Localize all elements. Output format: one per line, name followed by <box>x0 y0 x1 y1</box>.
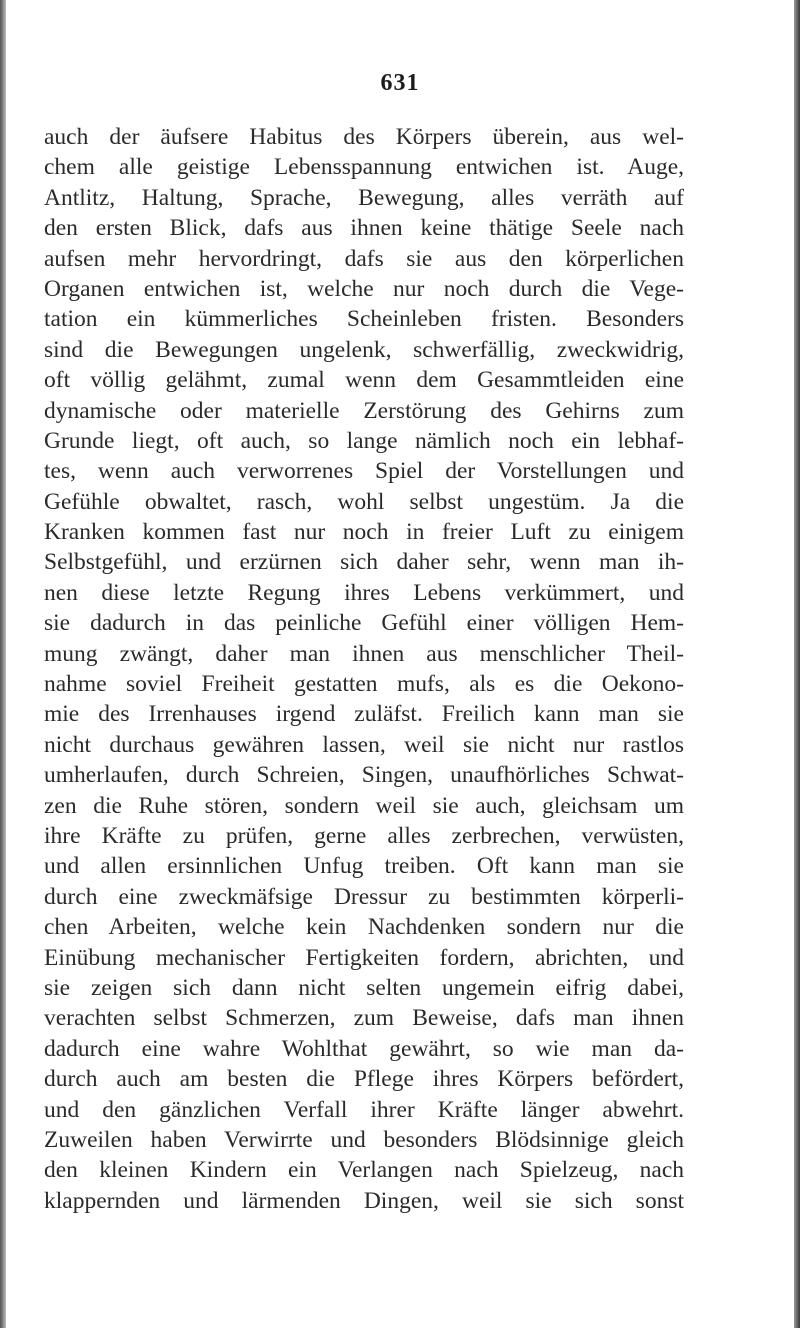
text-line <box>44 760 684 790</box>
text-line-content: mie des Irrenhauses irgend zuläfst. Freilich kann man sie <box>44 701 684 728</box>
text-line <box>44 1003 684 1033</box>
text-line <box>44 639 684 669</box>
text-line-content: Kranken kommen fast nur noch in freier Luft zu einigem <box>44 519 684 546</box>
text-line-content: Antlitz, Haltung, Sprache, Bewegung, alles verräth auf <box>44 184 684 211</box>
text-line <box>44 547 684 577</box>
text-line <box>44 1155 684 1185</box>
text-line-content: Selbstgefühl, und erzürnen sich daher sehr, wenn man ih- <box>44 549 684 576</box>
text-line-content: ihre Kräfte zu prüfen, gerne alles zerbrechen, verwüsten, <box>44 822 684 849</box>
text-line-content: nicht durchaus gewähren lassen, weil sie nicht nur rastlos <box>44 731 684 758</box>
text-line-content: sie dadurch in das peinliche Gefühl einer völligen Hem- <box>44 610 684 637</box>
text-line <box>44 456 684 486</box>
text-line-content: umherlaufen, durch Schreien, Singen, unaufhörliches Schwat- <box>44 762 684 789</box>
text-line <box>44 730 684 760</box>
text-line <box>44 608 684 638</box>
text-line-content: durch eine zweckmäfsige Dressur zu bestimmten körperli- <box>44 883 684 910</box>
text-line <box>44 426 684 456</box>
text-line-content: tation ein kümmerliches Scheinleben fristen. Besonders <box>44 306 684 333</box>
text-line <box>44 152 684 182</box>
text-line-content: Zuweilen haben Verwirrte und besonders Blödsinnige gleich <box>44 1126 684 1153</box>
text-line <box>44 274 684 304</box>
text-line <box>44 851 684 881</box>
text-line-content: nen diese letzte Regung ihres Lebens verkümmert, und <box>44 579 684 606</box>
text-line-content: Grunde liegt, oft auch, so lange nämlich noch ein lebhaf- <box>44 427 684 454</box>
text-line-content: und allen ersinnlichen Unfug treiben. Oft kann man sie <box>44 853 684 880</box>
text-line-content: chen Arbeiten, welche kein Nachdenken sondern nur die <box>44 914 684 941</box>
text-line <box>44 973 684 1003</box>
text-line <box>44 1034 684 1064</box>
text-line <box>44 1064 684 1094</box>
text-line <box>44 335 684 365</box>
text-line-content: auch der äufsere Habitus des Körpers überein, aus wel- <box>44 124 684 150</box>
text-line <box>44 183 684 213</box>
text-line-content: Einübung mechanischer Fertigkeiten fordern, abrichten, und <box>44 944 684 971</box>
text-line <box>44 1125 684 1155</box>
page-number: 631 <box>380 70 420 96</box>
text-line-content: sind die Bewegungen ungelenk, schwerfällig, zweckwidrig, <box>44 336 684 363</box>
text-line-content: den kleinen Kindern ein Verlangen nach Spielzeug, nach <box>44 1157 684 1184</box>
text-line-content: chem alle geistige Lebensspannung entwichen ist. Auge, <box>44 154 684 181</box>
text-line <box>44 517 684 547</box>
text-line <box>44 487 684 517</box>
text-line-content: klappernden und lärmenden Dingen, weil sie sich sonst <box>44 1187 684 1214</box>
text-line <box>44 304 684 334</box>
text-line <box>44 882 684 912</box>
text-line <box>44 699 684 729</box>
text-line-content: und den gänzlichen Verfall ihrer Kräfte länger abwehrt. <box>44 1096 684 1123</box>
text-line <box>44 669 684 699</box>
text-line-content: oft völlig gelähmt, zumal wenn dem Gesammtleiden eine <box>44 367 684 394</box>
text-line-content: Organen entwichen ist, welche nur noch durch die Vege- <box>44 275 684 302</box>
text-line <box>44 1095 684 1125</box>
text-line <box>44 244 684 274</box>
text-line <box>44 122 684 152</box>
text-line-content: Gefühle obwaltet, rasch, wohl selbst ungestüm. Ja die <box>44 488 684 515</box>
text-line-content: sie zeigen sich dann nicht selten ungemein eifrig dabei, <box>44 974 684 1001</box>
text-line <box>44 365 684 395</box>
text-line <box>44 943 684 973</box>
text-line-content: den ersten Blick, dafs aus ihnen keine thätige Seele nach <box>44 215 684 242</box>
text-line-content: dynamische oder materielle Zerstörung des Gehirns zum <box>44 397 684 424</box>
text-line <box>44 396 684 426</box>
text-line-content: nahme soviel Freiheit gestatten mufs, als es die Oekono- <box>44 671 684 698</box>
text-line-content: mung zwängt, daher man ihnen aus menschlicher Theil- <box>44 640 684 667</box>
text-line <box>44 213 684 243</box>
text-line <box>44 791 684 821</box>
text-line <box>44 821 684 851</box>
page-right-edge <box>794 0 800 1328</box>
text-line-content: zen die Ruhe stören, sondern weil sie auch, gleichsam um <box>44 792 684 819</box>
text-line-content: verachten selbst Schmerzen, zum Beweise, dafs man ihnen <box>44 1005 684 1032</box>
text-line-content: aufsen mehr hervordringt, dafs sie aus den körperlichen <box>44 245 684 272</box>
text-line-content: dadurch eine wahre Wohlthat gewährt, so wie man da- <box>44 1035 684 1062</box>
text-line <box>44 578 684 608</box>
text-line <box>44 1186 684 1216</box>
text-line-content: tes, wenn auch verworrenes Spiel der Vorstellungen und <box>44 458 684 485</box>
text-line <box>44 912 684 942</box>
text-line-content: durch auch am besten die Pflege ihres Körpers befördert, <box>44 1066 684 1093</box>
body-text <box>44 122 684 1216</box>
